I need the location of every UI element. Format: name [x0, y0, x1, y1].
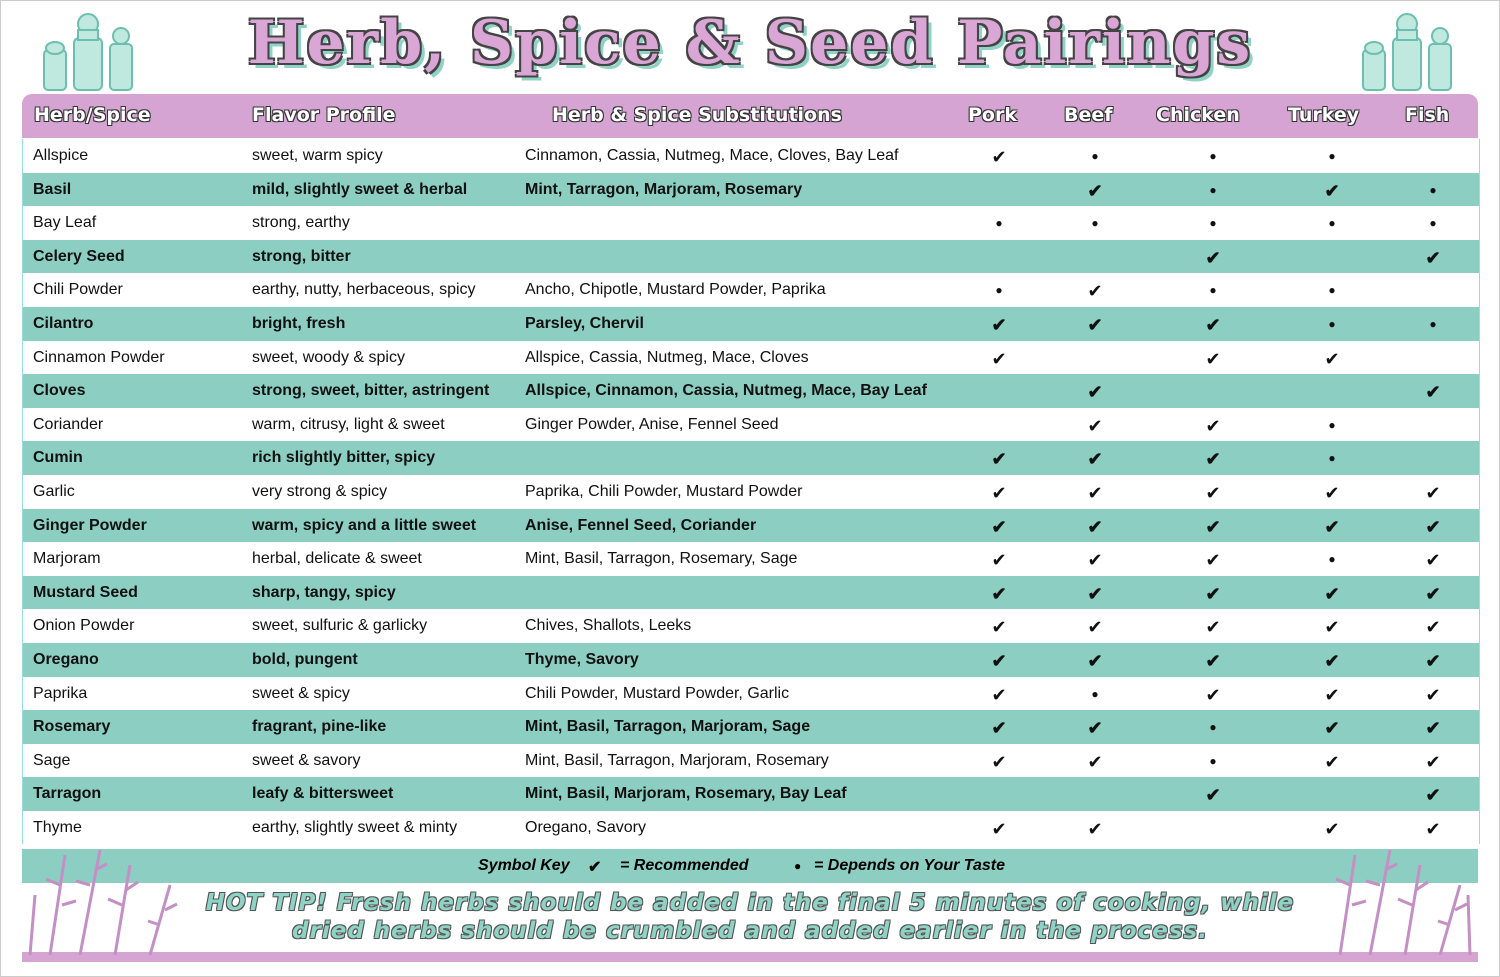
flavor-profile: bright, fresh	[252, 314, 346, 332]
herb-name: Cilantro	[33, 314, 94, 332]
chicken-check-icon: ✔	[1205, 550, 1221, 571]
substitutions: Allspice, Cassia, Nutmeg, Mace, Cloves	[525, 348, 809, 366]
beef-check-icon: ✔	[1087, 617, 1103, 638]
chicken-dot-icon: ●	[1209, 216, 1217, 231]
hot-tip	[22, 883, 1478, 955]
fish-check-icon: ✔	[1425, 583, 1441, 604]
table-row	[23, 777, 1479, 811]
fish-dot-icon: ●	[1429, 216, 1437, 231]
table-row	[23, 240, 1479, 274]
turkey-check-icon: ✔	[1324, 718, 1340, 739]
pork-check-icon: ✔	[991, 684, 1007, 705]
turkey-check-icon: ✔	[1324, 516, 1340, 537]
fish-check-icon: ✔	[1425, 482, 1441, 503]
fish-check-icon: ✔	[1425, 650, 1441, 671]
herb-name: Bay Leaf	[33, 214, 97, 232]
table-row	[23, 307, 1479, 341]
check-icon: ✔	[588, 859, 602, 876]
chicken-check-icon: ✔	[1205, 449, 1221, 470]
beef-check-icon: ✔	[1087, 818, 1103, 839]
header-turkey: Turkey	[1288, 104, 1360, 126]
turkey-check-icon: ✔	[1324, 617, 1340, 638]
herb-name: Ginger Powder	[33, 516, 147, 534]
pork-check-icon: ✔	[991, 718, 1007, 739]
flavor-profile: mild, slightly sweet & herbal	[252, 180, 468, 198]
header-chicken: Chicken	[1156, 104, 1240, 126]
pork-check-icon: ✔	[991, 516, 1007, 537]
header-herb: Herb/Spice	[34, 104, 151, 126]
turkey-check-icon: ✔	[1324, 751, 1340, 772]
pork-check-icon: ✔	[991, 314, 1007, 335]
table-row	[23, 173, 1479, 207]
substitutions: Ancho, Chipotle, Mustard Powder, Paprika	[525, 281, 826, 299]
fish-check-icon: ✔	[1425, 818, 1441, 839]
herb-name: Celery Seed	[33, 247, 125, 265]
header-fish: Fish	[1405, 104, 1450, 126]
turkey-dot-icon: ●	[1328, 552, 1336, 567]
turkey-check-icon: ✔	[1324, 482, 1340, 503]
herb-name: Mustard Seed	[33, 583, 138, 601]
fish-dot-icon: ●	[1429, 316, 1437, 331]
table-row	[23, 811, 1479, 845]
herb-name: Garlic	[33, 482, 75, 500]
flavor-profile: fragrant, pine-like	[252, 718, 387, 736]
table-row	[23, 206, 1479, 240]
herb-name: Cinnamon Powder	[33, 348, 165, 366]
substitutions: Mint, Tarragon, Marjoram, Rosemary	[525, 180, 803, 198]
table-row	[23, 273, 1479, 307]
beef-check-icon: ✔	[1087, 415, 1103, 436]
flavor-profile: warm, spicy and a little sweet	[252, 516, 477, 534]
herb-name: Thyme	[33, 818, 82, 836]
substitutions: Mint, Basil, Tarragon, Rosemary, Sage	[525, 550, 798, 568]
herb-sprigs-icon	[1310, 845, 1480, 955]
turkey-check-icon: ✔	[1324, 818, 1340, 839]
tip-line-1: HOT TIP! Fresh herbs should be added in the final 5 minutes of cooking, while	[205, 890, 1295, 916]
beef-check-icon: ✔	[1087, 180, 1103, 201]
substitutions: Mint, Basil, Marjoram, Rosemary, Bay Leaf	[525, 785, 847, 803]
substitutions: Chili Powder, Mustard Powder, Garlic	[525, 684, 790, 702]
beef-check-icon: ✔	[1087, 751, 1103, 772]
turkey-dot-icon: ●	[1328, 283, 1336, 298]
tip-line-2: dried herbs should be crumbled and added earlier in the process.	[292, 918, 1208, 944]
herb-name: Marjoram	[33, 550, 101, 568]
table-row	[23, 643, 1479, 677]
table-row	[23, 441, 1479, 475]
pork-check-icon: ✔	[991, 818, 1007, 839]
chicken-check-icon: ✔	[1205, 785, 1221, 806]
turkey-dot-icon: ●	[1328, 417, 1336, 432]
table-row	[23, 139, 1479, 173]
turkey-check-icon: ✔	[1324, 180, 1340, 201]
pork-dot-icon: ●	[995, 216, 1003, 231]
flavor-profile: earthy, slightly sweet & minty	[252, 818, 458, 836]
flavor-profile: sweet, sulfuric & garlicky	[252, 617, 428, 635]
flavor-profile: warm, citrusy, light & sweet	[252, 415, 445, 433]
fish-check-icon: ✔	[1425, 382, 1441, 403]
key-label: Symbol Key	[478, 857, 570, 874]
table-row	[23, 677, 1479, 711]
symbol-key	[22, 849, 1478, 883]
beef-check-icon: ✔	[1087, 449, 1103, 470]
flavor-profile: sweet & spicy	[252, 684, 350, 702]
beef-check-icon: ✔	[1087, 382, 1103, 403]
table-row	[23, 509, 1479, 543]
fish-check-icon: ✔	[1425, 718, 1441, 739]
beef-check-icon: ✔	[1087, 281, 1103, 302]
pork-check-icon: ✔	[991, 482, 1007, 503]
turkey-check-icon: ✔	[1324, 684, 1340, 705]
chicken-dot-icon: ●	[1209, 149, 1217, 163]
herb-name: Oregano	[33, 650, 99, 668]
turkey-dot-icon: ●	[1328, 216, 1336, 231]
chicken-dot-icon: ●	[1209, 283, 1217, 298]
beef-dot-icon: ●	[1091, 686, 1099, 701]
substitutions: Allspice, Cinnamon, Cassia, Nutmeg, Mace, Bay Leaf	[525, 382, 927, 400]
herb-name: Sage	[33, 751, 71, 769]
flavor-profile: earthy, nutty, herbaceous, spicy	[252, 281, 476, 299]
beef-check-icon: ✔	[1087, 516, 1103, 537]
pork-dot-icon: ●	[995, 283, 1003, 298]
pork-check-icon: ✔	[991, 147, 1007, 167]
pork-check-icon: ✔	[991, 449, 1007, 470]
pork-check-icon: ✔	[991, 650, 1007, 671]
chicken-dot-icon: ●	[1209, 182, 1217, 197]
turkey-check-icon: ✔	[1324, 583, 1340, 604]
fish-check-icon: ✔	[1425, 751, 1441, 772]
chicken-check-icon: ✔	[1205, 650, 1221, 671]
header-substitutions: Herb & Spice Substitutions	[552, 104, 842, 126]
herb-name: Basil	[33, 180, 72, 198]
herb-name: Paprika	[33, 684, 88, 702]
pork-check-icon: ✔	[991, 617, 1007, 638]
header-pork: Pork	[968, 104, 1017, 126]
herb-name: Cumin	[33, 449, 83, 467]
substitutions: Cinnamon, Cassia, Nutmeg, Mace, Cloves, Bay Leaf	[525, 147, 899, 164]
chicken-dot-icon: ●	[1209, 720, 1217, 735]
substitutions: Mint, Basil, Tarragon, Marjoram, Rosemary	[525, 751, 829, 769]
fish-check-icon: ✔	[1425, 684, 1441, 705]
page-title: Herb, Spice & Seed Pairings	[247, 8, 1253, 78]
herb-name: Onion Powder	[33, 617, 135, 635]
herb-name: Allspice	[33, 147, 89, 164]
flavor-profile: leafy & bittersweet	[252, 785, 394, 803]
chicken-check-icon: ✔	[1205, 516, 1221, 537]
herb-name: Chili Powder	[33, 281, 123, 299]
substitutions: Ginger Powder, Anise, Fennel Seed	[525, 415, 779, 433]
fish-check-icon: ✔	[1425, 550, 1441, 571]
flavor-profile: rich slightly bitter, spicy	[252, 449, 436, 467]
fish-check-icon: ✔	[1425, 516, 1441, 537]
beef-check-icon: ✔	[1087, 482, 1103, 503]
beef-check-icon: ✔	[1087, 583, 1103, 604]
header-flavor: Flavor Profile	[252, 104, 396, 126]
table-row	[23, 744, 1479, 778]
substitutions: Paprika, Chili Powder, Mustard Powder	[525, 482, 803, 500]
substitutions: Thyme, Savory	[525, 650, 639, 668]
beef-check-icon: ✔	[1087, 314, 1103, 335]
table-row	[23, 710, 1479, 744]
table-row	[23, 408, 1479, 442]
table-row	[23, 609, 1479, 643]
table-row	[23, 576, 1479, 610]
flavor-profile: herbal, delicate & sweet	[252, 550, 422, 568]
flavor-profile: strong, earthy	[252, 214, 350, 232]
substitutions: Oregano, Savory	[525, 818, 646, 836]
chicken-check-icon: ✔	[1205, 684, 1221, 705]
turkey-dot-icon: ●	[1328, 316, 1336, 331]
herb-name: Tarragon	[33, 785, 102, 803]
beef-dot-icon: ●	[1091, 216, 1099, 231]
flavor-profile: sweet & savory	[252, 751, 361, 769]
fish-dot-icon: ●	[1429, 182, 1437, 197]
chicken-check-icon: ✔	[1205, 617, 1221, 638]
table-header	[22, 94, 1478, 138]
chicken-dot-icon: ●	[1209, 753, 1217, 768]
flavor-profile: bold, pungent	[252, 650, 358, 668]
flavor-profile: sweet, warm spicy	[252, 147, 383, 164]
chicken-check-icon: ✔	[1205, 482, 1221, 503]
flavor-profile: sweet, woody & spicy	[252, 348, 405, 366]
herb-sprigs-icon	[20, 845, 190, 955]
key-dot-text: = Depends on Your Taste	[814, 857, 1006, 874]
table-row	[23, 475, 1479, 509]
beef-dot-icon: ●	[1091, 149, 1099, 163]
chicken-check-icon: ✔	[1205, 348, 1221, 369]
chicken-check-icon: ✔	[1205, 583, 1221, 604]
pork-check-icon: ✔	[991, 348, 1007, 369]
beef-check-icon: ✔	[1087, 650, 1103, 671]
fish-check-icon: ✔	[1425, 785, 1441, 806]
beef-check-icon: ✔	[1087, 718, 1103, 739]
key-check-text: = Recommended	[620, 857, 749, 874]
beef-check-icon: ✔	[1087, 550, 1103, 571]
pork-check-icon: ✔	[991, 583, 1007, 604]
fish-check-icon: ✔	[1425, 247, 1441, 268]
substitutions: Chives, Shallots, Leeks	[525, 617, 692, 635]
herb-name: Rosemary	[33, 718, 111, 736]
dot-icon: ●	[794, 859, 802, 873]
herb-name: Cloves	[33, 382, 86, 400]
flavor-profile: strong, bitter	[252, 247, 351, 265]
table-row	[23, 542, 1479, 576]
chicken-check-icon: ✔	[1205, 314, 1221, 335]
footer-band	[22, 952, 1478, 962]
table-row	[23, 374, 1479, 408]
turkey-check-icon: ✔	[1324, 650, 1340, 671]
flavor-profile: very strong & spicy	[252, 482, 388, 500]
chicken-check-icon: ✔	[1205, 415, 1221, 436]
pairings-table	[22, 139, 1480, 844]
header-beef: Beef	[1064, 104, 1113, 126]
table-row	[23, 341, 1479, 375]
flavor-profile: sharp, tangy, spicy	[252, 583, 396, 601]
flavor-profile: strong, sweet, bitter, astringent	[252, 382, 490, 400]
pork-check-icon: ✔	[991, 550, 1007, 571]
turkey-dot-icon: ●	[1328, 451, 1336, 466]
chicken-check-icon: ✔	[1205, 247, 1221, 268]
substitutions: Parsley, Chervil	[525, 314, 644, 332]
fish-check-icon: ✔	[1425, 617, 1441, 638]
turkey-check-icon: ✔	[1324, 348, 1340, 369]
pork-check-icon: ✔	[991, 751, 1007, 772]
herb-name: Coriander	[33, 415, 104, 433]
substitutions: Anise, Fennel Seed, Coriander	[525, 516, 757, 534]
turkey-dot-icon: ●	[1328, 149, 1336, 163]
substitutions: Mint, Basil, Tarragon, Marjoram, Sage	[525, 718, 811, 736]
